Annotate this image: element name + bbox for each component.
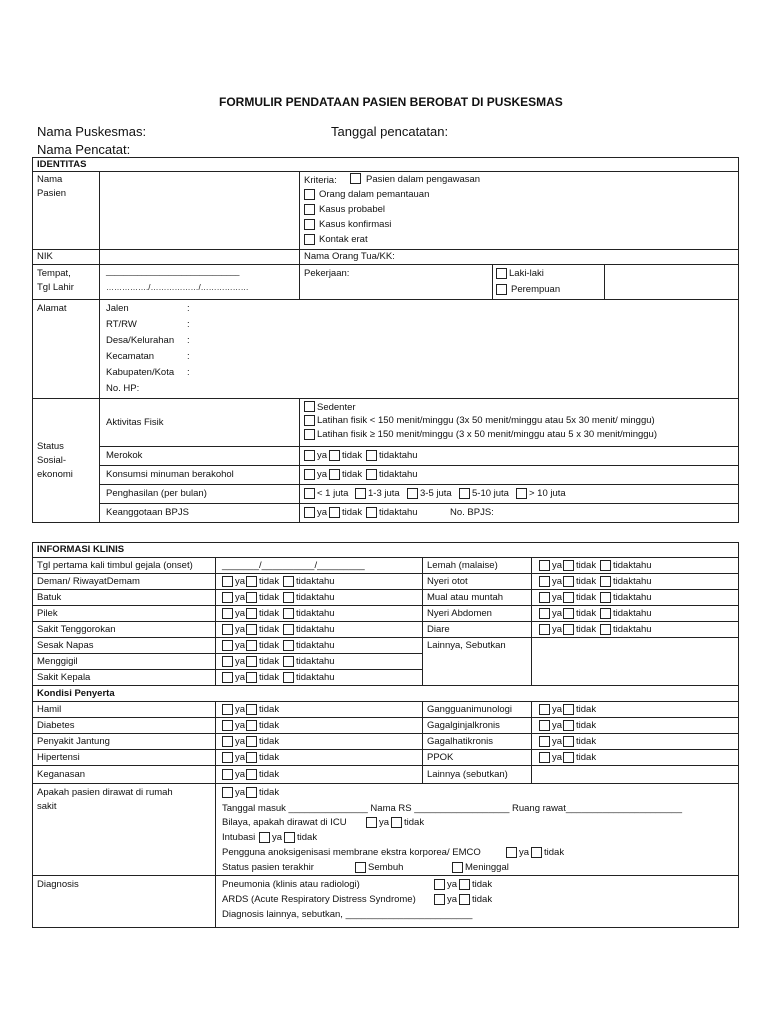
- alamat-field: Jalen: [106, 303, 129, 314]
- ya-checkbox[interactable]: [539, 736, 550, 747]
- penyerta-label: Penyakit Jantung: [37, 736, 110, 747]
- laki-checkbox[interactable]: [496, 268, 507, 279]
- icu-tidak-checkbox[interactable]: [391, 817, 402, 828]
- tidaktahu-label: tidaktahu: [613, 608, 652, 619]
- penyerta-label: Keganasan: [37, 769, 86, 780]
- kriteria-option: Kontak erat: [319, 234, 368, 245]
- form-title: FORMULIR PENDATAAN PASIEN BEROBAT DI PUSKESMAS: [219, 95, 563, 109]
- tidak-checkbox[interactable]: [246, 656, 257, 667]
- penghasilan-checkbox[interactable]: [516, 488, 527, 499]
- tidaktahu-label: tidaktahu: [296, 576, 335, 587]
- tidak-label: tidak: [259, 624, 280, 635]
- ya-checkbox[interactable]: [222, 624, 233, 635]
- ards-tidak-checkbox[interactable]: [459, 894, 470, 905]
- gejala-label: Diare: [427, 624, 450, 635]
- tidaktahu-label: tidaktahu: [296, 672, 335, 683]
- tidak-label: tidak: [259, 752, 280, 763]
- gejala-label: Pilek: [37, 608, 58, 619]
- ya-checkbox[interactable]: [222, 576, 233, 587]
- emco-label: Pengguna anoksigenisasi membrane ekstra korporea/ EMCO: [222, 847, 481, 858]
- perempuan-label: Perempuan: [511, 284, 561, 295]
- tidaktahu-checkbox[interactable]: [600, 608, 611, 619]
- penyerta-label: Gangguanimunologi: [427, 704, 513, 715]
- penghasilan-checkbox[interactable]: [304, 488, 315, 499]
- kriteria-option: Kasus probabel: [319, 204, 386, 215]
- merokok-label: Merokok: [106, 450, 143, 461]
- ya-label: ya: [235, 672, 246, 683]
- ya-label: ya: [552, 624, 563, 635]
- ya-label: ya: [552, 752, 563, 763]
- alamat-field: Desa/Kelurahan: [106, 335, 175, 346]
- ya-checkbox[interactable]: [222, 736, 233, 747]
- tidak-checkbox[interactable]: [246, 608, 257, 619]
- ya-label: ya: [552, 576, 563, 587]
- tidak-label: tidak: [472, 879, 493, 890]
- ya-checkbox[interactable]: [539, 560, 550, 571]
- identitas-heading: IDENTITAS: [37, 159, 87, 170]
- tidak-checkbox[interactable]: [563, 576, 574, 587]
- tidak-label: tidak: [544, 847, 565, 858]
- ya-label: ya: [235, 576, 246, 587]
- tidak-checkbox[interactable]: [329, 507, 340, 518]
- tidak-checkbox[interactable]: [563, 624, 574, 635]
- tidak-checkbox[interactable]: [246, 736, 257, 747]
- sembuh-label: Sembuh: [368, 862, 404, 873]
- ya-checkbox[interactable]: [222, 769, 233, 780]
- tidak-checkbox[interactable]: [246, 672, 257, 683]
- sembuh-checkbox[interactable]: [355, 862, 366, 873]
- aktivitas-checkbox[interactable]: [304, 429, 315, 440]
- status-pasien-label: Status pasien terakhir: [222, 862, 314, 873]
- nik-label: NIK: [37, 251, 53, 262]
- rawat-ya-checkbox[interactable]: [222, 787, 233, 798]
- ya-checkbox[interactable]: [304, 507, 315, 518]
- tidaktahu-checkbox[interactable]: [283, 576, 294, 587]
- tidaktahu-label: tidaktahu: [296, 656, 335, 667]
- nama-puskesmas-label: Nama Puskesmas:: [37, 124, 147, 139]
- tidaktahu-checkbox[interactable]: [600, 576, 611, 587]
- gejala-label: Lainnya, Sebutkan: [427, 640, 506, 651]
- ya-label: ya: [235, 752, 246, 763]
- ya-label: ya: [552, 608, 563, 619]
- aktivitas-label: Aktivitas Fisik: [106, 417, 164, 428]
- ya-checkbox[interactable]: [539, 608, 550, 619]
- emco-tidak-checkbox[interactable]: [531, 847, 542, 858]
- ya-checkbox[interactable]: [222, 704, 233, 715]
- tidak-checkbox[interactable]: [563, 704, 574, 715]
- nama-orang-tua-label: Nama Orang Tua/KK:: [304, 251, 395, 262]
- tidak-label: tidak: [259, 608, 280, 619]
- ya-label: ya: [552, 592, 563, 603]
- tidak-checkbox[interactable]: [563, 560, 574, 571]
- ya-label: ya: [447, 894, 458, 905]
- ya-checkbox[interactable]: [222, 656, 233, 667]
- kriteria-option: Orang dalam pemantauan: [319, 189, 430, 200]
- ya-label: ya: [235, 720, 246, 731]
- tidak-label: tidak: [472, 894, 493, 905]
- kriteria-option: Pasien dalam pengawasan: [366, 174, 481, 185]
- ya-checkbox[interactable]: [222, 592, 233, 603]
- meninggal-label: Meninggal: [465, 862, 509, 873]
- penghasilan-option: 3-5 juta: [420, 488, 452, 499]
- colon: :: [187, 351, 190, 362]
- ya-checkbox[interactable]: [539, 704, 550, 715]
- penyerta-label: Gagalhatikronis: [427, 736, 494, 747]
- tidaktahu-checkbox[interactable]: [283, 640, 294, 651]
- gejala-label: Menggigil: [37, 656, 78, 667]
- pneumonia-label: Pneumonia (klinis atau radiologi): [222, 879, 360, 890]
- ya-checkbox[interactable]: [539, 592, 550, 603]
- ya-label: ya: [235, 608, 246, 619]
- colon: :: [187, 303, 190, 314]
- ya-label: ya: [235, 769, 246, 780]
- alamat-field: No. HP:: [106, 383, 140, 394]
- tidak-checkbox[interactable]: [563, 592, 574, 603]
- no-bpjs-label: No. BPJS:: [450, 507, 494, 518]
- intubasi-tidak-checkbox[interactable]: [284, 832, 295, 843]
- tidak-checkbox[interactable]: [246, 720, 257, 731]
- tidak-checkbox[interactable]: [246, 576, 257, 587]
- ya-label: ya: [272, 832, 283, 843]
- tidak-checkbox[interactable]: [563, 720, 574, 731]
- tidak-label: tidak: [259, 592, 280, 603]
- ards-ya-checkbox[interactable]: [434, 894, 445, 905]
- penghasilan-option: 5-10 juta: [472, 488, 509, 499]
- tidak-checkbox[interactable]: [246, 640, 257, 651]
- penyerta-label: PPOK: [427, 752, 454, 763]
- kriteria-checkbox-konfirmasi[interactable]: [304, 219, 315, 230]
- ya-label: ya: [552, 720, 563, 731]
- tidaktahu-label: tidaktahu: [379, 450, 418, 461]
- tidaktahu-label: tidaktahu: [613, 592, 652, 603]
- penyerta-label: Gagalginjalkronis: [427, 720, 500, 731]
- klinis-heading: INFORMASI KLINIS: [37, 544, 125, 555]
- penghasilan-option: > 10 juta: [529, 488, 566, 499]
- gejala-label: Nyeri Abdomen: [427, 608, 492, 619]
- status-label-3: ekonomi: [37, 469, 73, 480]
- kriteria-option: Kasus konfirmasi: [319, 219, 392, 230]
- tidak-checkbox[interactable]: [329, 450, 340, 461]
- tidaktahu-label: tidaktahu: [613, 560, 652, 571]
- tidak-label: tidak: [342, 450, 363, 461]
- penghasilan-label: Penghasilan (per bulan): [106, 488, 207, 499]
- tidak-label: tidak: [576, 592, 597, 603]
- status-label-2: Sosial-: [37, 455, 67, 466]
- ya-label: ya: [235, 640, 246, 651]
- ya-label: ya: [235, 704, 246, 715]
- gejala-label: Deman/ RiwayatDemam: [37, 576, 140, 587]
- aktivitas-option: Latihan fisik ≥ 150 menit/minggu (3 x 50 menit/minggu atau 5 x 30 menit/minggu): [317, 429, 658, 440]
- aktivitas-checkbox[interactable]: [304, 401, 315, 412]
- tidaktahu-checkbox[interactable]: [283, 656, 294, 667]
- penghasilan-checkbox[interactable]: [407, 488, 418, 499]
- emco-ya-checkbox[interactable]: [506, 847, 517, 858]
- nama-pencatat-label: Nama Pencatat:: [37, 142, 131, 157]
- penghasilan-option: 1-3 juta: [368, 488, 400, 499]
- tidaktahu-checkbox[interactable]: [366, 469, 377, 480]
- tidak-checkbox[interactable]: [329, 469, 340, 480]
- ya-label: ya: [552, 560, 563, 571]
- tidak-label: tidak: [259, 787, 280, 798]
- gejala-label: Nyeri otot: [427, 576, 468, 587]
- alamat-field: RT/RW: [106, 319, 137, 330]
- colon: :: [187, 319, 190, 330]
- penyerta-label: Hamil: [37, 704, 62, 715]
- ya-checkbox[interactable]: [304, 469, 315, 480]
- tidak-label: tidak: [342, 507, 363, 518]
- ya-label: ya: [552, 704, 563, 715]
- ya-label: ya: [235, 592, 246, 603]
- tidaktahu-checkbox[interactable]: [283, 592, 294, 603]
- tidak-label: tidak: [259, 720, 280, 731]
- ya-label: ya: [519, 847, 530, 858]
- kriteria-checkbox-odp[interactable]: [304, 189, 315, 200]
- tidaktahu-label: tidaktahu: [296, 608, 335, 619]
- tidaktahu-checkbox[interactable]: [600, 592, 611, 603]
- tidaktahu-checkbox[interactable]: [283, 672, 294, 683]
- ya-label: ya: [317, 507, 328, 518]
- tanggal-masuk-line[interactable]: Tanggal masuk _______________ Nama RS __________________ Ruang rawat______________________: [222, 803, 683, 814]
- tidaktahu-checkbox[interactable]: [366, 450, 377, 461]
- tidak-label: tidak: [576, 736, 597, 747]
- nama-pasien-label-2: Pasien: [37, 188, 67, 199]
- alamat-field: Kabupaten/Kota: [106, 367, 175, 378]
- tidaktahu-label: tidaktahu: [379, 469, 418, 480]
- diagnosis-label: Diagnosis: [37, 879, 79, 890]
- tidaktahu-label: tidaktahu: [296, 640, 335, 651]
- tidaktahu-label: tidaktahu: [613, 576, 652, 587]
- gejala-label: Sakit Tenggorokan: [37, 624, 116, 635]
- tempat-blank[interactable]: ______________________________: [106, 267, 240, 276]
- tidak-checkbox[interactable]: [246, 624, 257, 635]
- rawat-tidak-checkbox[interactable]: [246, 787, 257, 798]
- ya-checkbox[interactable]: [222, 672, 233, 683]
- tidak-label: tidak: [404, 817, 425, 828]
- kriteria-checkbox-pdp[interactable]: [350, 173, 361, 184]
- penyerta-label: Hipertensi: [37, 752, 80, 763]
- tidak-label: tidak: [259, 656, 280, 667]
- perempuan-checkbox[interactable]: [496, 284, 507, 295]
- tidak-label: tidak: [576, 576, 597, 587]
- icu-label: Bilaya, apakah dirawat di ICU: [222, 817, 347, 828]
- gejala-label: Mual atau muntah: [427, 592, 504, 603]
- ya-checkbox[interactable]: [222, 752, 233, 763]
- tidaktahu-checkbox[interactable]: [600, 560, 611, 571]
- kriteria-checkbox-probabel[interactable]: [304, 204, 315, 215]
- alkohol-label: Konsumsi minuman berakohol: [106, 469, 234, 480]
- tidak-label: tidak: [259, 736, 280, 747]
- penyerta-label: Lainnya (sebutkan): [427, 769, 508, 780]
- tidak-label: tidak: [259, 704, 280, 715]
- tidak-checkbox[interactable]: [246, 769, 257, 780]
- meninggal-checkbox[interactable]: [452, 862, 463, 873]
- tidak-label: tidak: [259, 769, 280, 780]
- tidak-checkbox[interactable]: [563, 736, 574, 747]
- laki-label: Laki-laki: [509, 268, 544, 279]
- kriteria-label: Kriteria:: [304, 175, 337, 186]
- ya-checkbox[interactable]: [539, 720, 550, 731]
- ya-checkbox[interactable]: [539, 752, 550, 763]
- tidaktahu-checkbox[interactable]: [600, 624, 611, 635]
- tidak-checkbox[interactable]: [563, 608, 574, 619]
- gejala-label: Sesak Napas: [37, 640, 94, 651]
- tidaktahu-checkbox[interactable]: [283, 624, 294, 635]
- ya-checkbox[interactable]: [222, 608, 233, 619]
- gejala-label: Batuk: [37, 592, 62, 603]
- ya-label: ya: [447, 879, 458, 890]
- alamat-label: Alamat: [37, 303, 67, 314]
- tgl-lahir-blank[interactable]: ……………./………………/………………: [106, 283, 249, 292]
- tgl-lahir-label: Tgl Lahir: [37, 282, 74, 293]
- ya-label: ya: [317, 469, 328, 480]
- tidaktahu-checkbox[interactable]: [283, 608, 294, 619]
- ya-checkbox[interactable]: [539, 576, 550, 587]
- tidak-checkbox[interactable]: [246, 704, 257, 715]
- tidak-label: tidak: [259, 576, 280, 587]
- aktivitas-checkbox[interactable]: [304, 415, 315, 426]
- onset-label: Tgl pertama kali timbul gejala (onset): [37, 560, 193, 571]
- tidak-label: tidak: [297, 832, 318, 843]
- rawat-label-2: sakit: [37, 801, 57, 812]
- tidak-label: tidak: [576, 624, 597, 635]
- bpjs-label: Keanggotaan BPJS: [106, 507, 189, 518]
- rawat-label: Apakah pasien dirawat di rumah: [37, 787, 173, 798]
- ya-label: ya: [317, 450, 328, 461]
- penghasilan-checkbox[interactable]: [355, 488, 366, 499]
- tidak-label: tidak: [576, 608, 597, 619]
- gejala-label: Lemah (malaise): [427, 560, 498, 571]
- tidak-checkbox[interactable]: [246, 592, 257, 603]
- status-label: Status: [37, 441, 64, 452]
- tidaktahu-label: tidaktahu: [379, 507, 418, 518]
- diagnosis-lainnya[interactable]: Diagnosis lainnya, sebutkan, ________________________: [222, 909, 473, 920]
- tidak-label: tidak: [259, 640, 280, 651]
- ya-label: ya: [379, 817, 390, 828]
- tidak-checkbox[interactable]: [563, 752, 574, 763]
- penghasilan-option: < 1 juta: [317, 488, 349, 499]
- tidak-label: tidak: [259, 672, 280, 683]
- ya-label: ya: [235, 736, 246, 747]
- tempat-label: Tempat,: [37, 268, 71, 279]
- ya-label: ya: [235, 624, 246, 635]
- pneumonia-tidak-checkbox[interactable]: [459, 879, 470, 890]
- intubasi-label: Intubasi: [222, 832, 256, 843]
- ya-label: ya: [552, 736, 563, 747]
- aktivitas-option: Sedenter: [317, 402, 356, 413]
- penyerta-label: Diabetes: [37, 720, 75, 731]
- alamat-field: Kecamatan: [106, 351, 155, 362]
- tidaktahu-label: tidaktahu: [296, 624, 335, 635]
- aktivitas-option: Latihan fisik < 150 menit/minggu (3x 50 menit/minggu atau 5x 30 menit/ minggu): [317, 415, 655, 426]
- kriteria-checkbox-kontak[interactable]: [304, 234, 315, 245]
- nama-pasien-label: Nama: [37, 174, 63, 185]
- pneumonia-ya-checkbox[interactable]: [434, 879, 445, 890]
- tanggal-pencatatan-label: Tanggal pencatatan:: [331, 124, 449, 139]
- ards-label: ARDS (Acute Respiratory Distress Syndrome): [222, 894, 416, 905]
- colon: :: [187, 335, 190, 346]
- colon: :: [187, 367, 190, 378]
- penghasilan-checkbox[interactable]: [459, 488, 470, 499]
- ya-checkbox[interactable]: [304, 450, 315, 461]
- tidak-label: tidak: [576, 720, 597, 731]
- tidak-label: tidak: [576, 704, 597, 715]
- gejala-label: Sakit Kepala: [37, 672, 91, 683]
- onset-blank[interactable]: _______/__________/_________: [222, 560, 365, 571]
- tidak-checkbox[interactable]: [246, 752, 257, 763]
- tidak-label: tidak: [342, 469, 363, 480]
- tidak-label: tidak: [576, 752, 597, 763]
- tidak-label: tidak: [576, 560, 597, 571]
- tidaktahu-checkbox[interactable]: [366, 507, 377, 518]
- ya-checkbox[interactable]: [222, 640, 233, 651]
- pekerjaan-label: Pekerjaan:: [304, 268, 350, 279]
- tidaktahu-label: tidaktahu: [296, 592, 335, 603]
- ya-label: ya: [235, 656, 246, 667]
- ya-label: ya: [235, 787, 246, 798]
- tidaktahu-label: tidaktahu: [613, 624, 652, 635]
- ya-checkbox[interactable]: [539, 624, 550, 635]
- intubasi-ya-checkbox[interactable]: [259, 832, 270, 843]
- icu-ya-checkbox[interactable]: [366, 817, 377, 828]
- ya-checkbox[interactable]: [222, 720, 233, 731]
- penyerta-heading: Kondisi Penyerta: [37, 688, 115, 699]
